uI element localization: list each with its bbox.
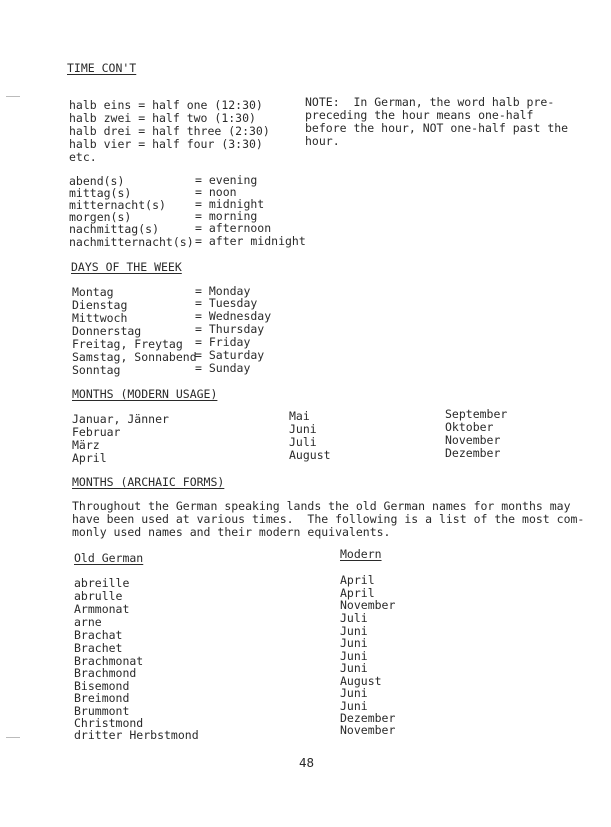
margin-mark <box>6 737 20 738</box>
modern-name: Juli <box>340 611 368 625</box>
old-name: Brachet <box>74 641 123 655</box>
old-name: Brachmond <box>74 666 137 680</box>
modern-name: April <box>340 586 375 600</box>
old-german-header: Old German <box>74 551 144 565</box>
old-name: Brummont <box>74 704 130 718</box>
month-name: August <box>289 448 331 462</box>
page-title: TIME CON'T <box>67 61 137 75</box>
month-name: Dezember <box>445 446 501 460</box>
german-term: morgen(s) <box>69 210 132 224</box>
paragraph-line: Throughout the German speaking lands the old German names for months may <box>72 499 571 513</box>
german-term: Freitag, Freytag <box>72 337 183 351</box>
english-term: = Thursday <box>195 322 265 336</box>
german-term: Mittwoch <box>72 311 128 325</box>
old-name: Armmonat <box>74 602 130 616</box>
german-term: nachmitternacht(s) <box>69 235 194 249</box>
month-name: Februar <box>72 425 121 439</box>
english-term: = morning <box>195 209 258 223</box>
english-term: = Monday <box>195 284 251 298</box>
modern-name: Juni <box>340 699 368 713</box>
section-heading: DAYS OF THE WEEK <box>71 260 182 274</box>
modern-name: Juni <box>340 661 368 675</box>
german-term: Samstag, Sonnabend <box>72 350 197 364</box>
note-line: hour. <box>305 134 340 148</box>
old-name: dritter Herbstmond <box>74 728 199 742</box>
list-item: halb drei = half three (2:30) <box>69 124 270 138</box>
modern-name: April <box>340 573 375 587</box>
english-term: = Saturday <box>195 348 265 362</box>
old-name: arne <box>74 615 102 629</box>
paragraph-line: monly used names and their modern equivalents. <box>72 525 391 539</box>
german-term: abend(s) <box>69 174 125 188</box>
list-item: etc. <box>69 150 97 164</box>
month-name: Mai <box>289 409 310 423</box>
modern-name: Juni <box>340 649 368 663</box>
list-item: halb eins = half one (12:30) <box>69 98 263 112</box>
old-name: Bisemond <box>74 679 130 693</box>
english-term: = midnight <box>195 197 265 211</box>
section-heading: MONTHS (ARCHAIC FORMS) <box>72 475 225 489</box>
month-name: November <box>445 433 501 447</box>
german-term: nachmittag(s) <box>69 222 160 236</box>
old-name: Brachmonat <box>74 654 144 668</box>
english-term: = Sunday <box>195 361 251 375</box>
month-name: Juli <box>289 435 317 449</box>
modern-name: November <box>340 723 396 737</box>
note-line: NOTE: In German, the word halb pre- <box>305 95 555 109</box>
month-name: Januar, Jänner <box>72 412 169 426</box>
modern-name: November <box>340 598 396 612</box>
note-line: before the hour, NOT one-half past the <box>305 121 569 135</box>
list-item: halb vier = half four (3:30) <box>69 137 263 151</box>
modern-name: Juni <box>340 636 368 650</box>
english-term: = noon <box>195 185 237 199</box>
month-name: September <box>445 407 508 421</box>
english-term: = evening <box>195 173 258 187</box>
german-term: Dienstag <box>72 298 128 312</box>
section-heading: MONTHS (MODERN USAGE) <box>72 387 218 401</box>
page-number: 48 <box>299 755 315 770</box>
english-term: = Wednesday <box>195 309 272 323</box>
month-name: Oktober <box>445 420 494 434</box>
german-term: mitternacht(s) <box>69 198 166 212</box>
old-name: abreille <box>74 576 130 590</box>
modern-name: Juni <box>340 624 368 638</box>
paragraph-line: have been used at various times. The following is a list of the most com- <box>72 512 585 526</box>
german-term: Sonntag <box>72 363 121 377</box>
modern-name: August <box>340 674 382 688</box>
german-term: Donnerstag <box>72 324 142 338</box>
english-term: = Tuesday <box>195 296 258 310</box>
english-term: = Friday <box>195 335 251 349</box>
month-name: Juni <box>289 422 317 436</box>
old-name: abrulle <box>74 589 123 603</box>
modern-name: Juni <box>340 686 368 700</box>
note-line: preceding the hour means one-half <box>305 108 534 122</box>
english-term: = after midnight <box>195 234 306 248</box>
old-name: Brachat <box>74 628 123 642</box>
month-name: April <box>72 451 107 465</box>
modern-header: Modern <box>340 547 382 561</box>
month-name: März <box>72 438 100 452</box>
old-name: Breimond <box>74 691 130 705</box>
english-term: = afternoon <box>195 221 272 235</box>
german-term: Montag <box>72 285 114 299</box>
modern-name: Dezember <box>340 711 396 725</box>
old-name: Christmond <box>74 716 144 730</box>
margin-mark <box>6 96 20 97</box>
german-term: mittag(s) <box>69 186 132 200</box>
list-item: halb zwei = half two (1:30) <box>69 111 256 125</box>
